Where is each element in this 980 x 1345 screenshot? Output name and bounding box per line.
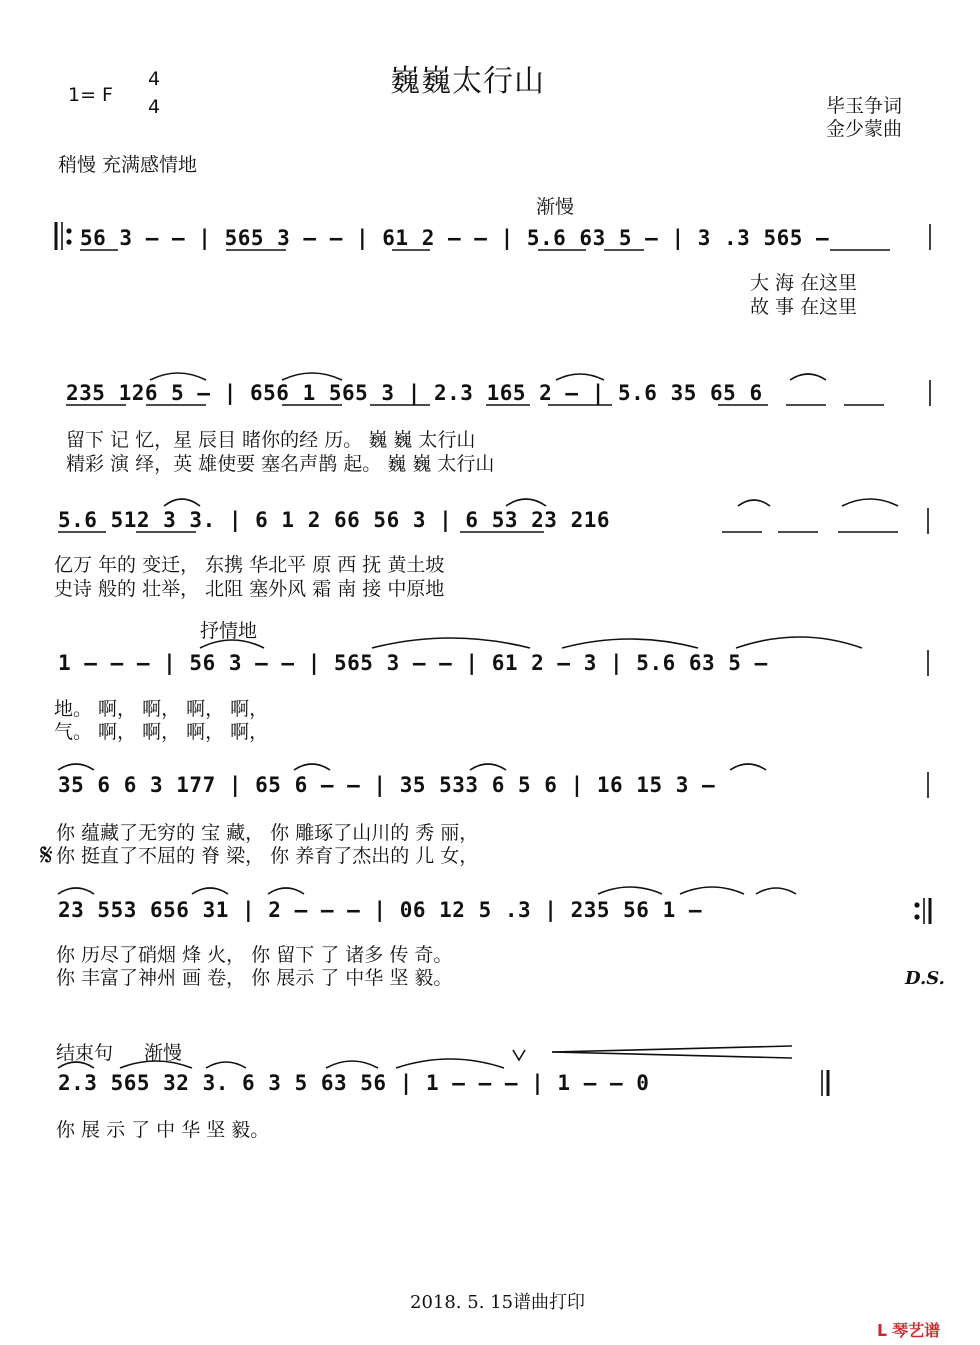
lyric-line-4-verse-1: 地。 啊， 啊， 啊， 啊， [54, 698, 269, 720]
composer-credit: 金少蒙曲 [826, 118, 903, 140]
watermark-logo [877, 1318, 940, 1341]
time-signature-bottom: 4 [148, 96, 161, 118]
song-title: 巍巍太行山 [390, 64, 545, 99]
expression-mark: 抒情地 [200, 620, 258, 642]
lyric-line-1-verse-2: 故 事 在这里 [750, 296, 858, 318]
notation-line-6: 23 553 656 31 | 2 – – – | 06 12 5 .3 | 235 56 1 – [58, 898, 703, 922]
segno-sign-icon: 𝄋 [40, 838, 53, 873]
tempo-marking: 稍慢 充满感情地 [58, 154, 198, 176]
lyric-line-2-verse-1: 留下 记 忆，星 辰目 睹你的经 历。 巍 巍 太行山 [66, 429, 476, 451]
lyric-line-5-verse-1: 你 蕴藏了无穷的 宝 藏， 你 雕琢了山川的 秀 丽， [56, 822, 479, 844]
notation-line-2: 235 126 5 – | 656 1 565 3 | 2.3 165 2 – | 5.6 35 65 6 [66, 381, 763, 405]
lyric-line-2-verse-2: 精彩 演 绎，英 雄使要 塞名声鹊 起。 巍 巍 太行山 [66, 453, 495, 475]
lyric-line-5-verse-2: 你 挺直了不屈的 脊 梁， 你 养育了杰出的 儿 女， [56, 845, 479, 867]
notation-line-1: 56 3 – – | 565 3 – – | 61 2 – – | 5.6 63 5 – | 3 .3 565 – [80, 226, 830, 250]
lyric-coda: 你 展 示 了 中 华 坚 毅。 [56, 1119, 270, 1141]
lyric-line-1-verse-1: 大 海 在这里 [750, 272, 858, 294]
dal-segno-mark: D.S. [905, 968, 945, 989]
print-date: 2018. 5. 15谱曲打印 [410, 1292, 586, 1313]
notation-line-4: 1 – – – | 56 3 – – | 565 3 – – | 61 2 – 3 | 5.6 63 5 – [58, 651, 768, 675]
key-signature: 1= F [68, 84, 113, 106]
notation-line-3: 5.6 512 3 3. | 6 1 2 66 56 3 | 6 53 23 216 [58, 508, 611, 532]
lyric-line-3-verse-2: 史诗 般的 壮举， 北阻 塞外风 霜 南 接 中原地 [54, 578, 445, 600]
lyric-line-3-verse-1: 亿万 年的 变迁， 东携 华北平 原 西 抚 黄土坡 [54, 554, 445, 576]
lyricist-credit: 毕玉争词 [826, 95, 903, 117]
ritardando-mark: 渐慢 [536, 196, 575, 218]
lyric-line-4-verse-2: 气。 啊， 啊， 啊， 啊， [54, 721, 269, 743]
coda-ritardando: 渐慢 [144, 1042, 183, 1064]
lyric-line-6-verse-1: 你 历尽了硝烟 烽 火， 你 留下 了 诸多 传 奇。 [56, 944, 453, 966]
notation-coda: 2.3 565 32 3. 6 3 5 63 56 | 1 – – – | 1 – – 0 [58, 1071, 650, 1095]
coda-label: 结束句 [56, 1042, 114, 1064]
watermark-text: 琴艺谱 [892, 1321, 941, 1340]
notation-line-5: 35 6 6 3 177 | 65 6 – – | 35 533 6 5 6 | 16 15 3 – [58, 773, 716, 797]
lyric-line-6-verse-2: 你 丰富了神州 画 卷， 你 展示 了 中华 坚 毅。 [56, 967, 453, 989]
watermark-logo-icon: ᒪ [877, 1321, 888, 1340]
time-signature-top: 4 [148, 68, 161, 90]
